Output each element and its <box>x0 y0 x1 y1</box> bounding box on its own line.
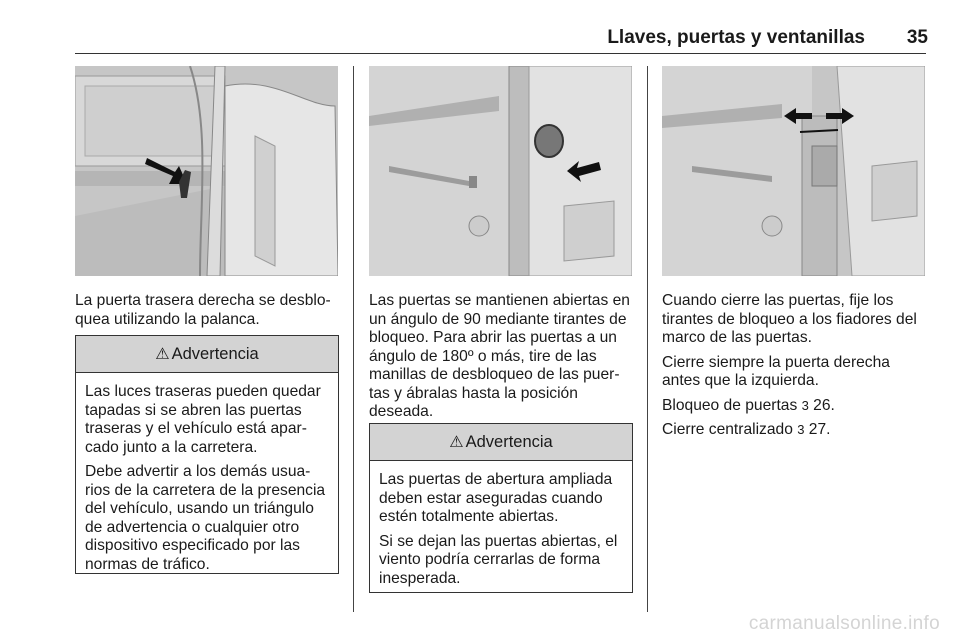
column-1-text <box>75 292 341 335</box>
column-3-paragraph-1: Cuando cierre las puertas, fije los tirantes de bloqueo a los fiadores del marco de las puertas. <box>662 292 917 346</box>
reference-arrow-icon: 3 <box>797 422 805 437</box>
warning-1-paragraph-2: Debe advertir a los demás usua-rios de la carretera de la presencia del vehículo, usando un triángulo de advertencia o cualquier otro dispositivo especificado por las normas de tráfico. <box>85 463 326 573</box>
reference-central-locking-page[interactable]: 27. <box>808 421 831 438</box>
reference-central-locking-label: Cierre centralizado <box>662 421 793 438</box>
warning-body-2 <box>370 461 632 602</box>
figure-locking-strap <box>662 66 925 276</box>
reference-arrow-icon: 3 <box>801 397 809 413</box>
warning-box-2 <box>369 423 633 593</box>
warning-1-paragraph-1: Las luces traseras pueden quedar tapadas si se abren las puertas traseras y el vehículo está apar-cado junto a la carretera. <box>85 383 321 456</box>
column-3-paragraph-2: Cierre siempre la puerta derecha antes que la izquierda. <box>662 353 890 389</box>
warning-body-1 <box>76 373 338 588</box>
reference-door-locks-page[interactable]: 26. <box>813 396 835 414</box>
warning-header-2 <box>370 424 632 461</box>
column-2-text <box>369 292 635 428</box>
watermark: carmanualsonline.info <box>748 613 940 634</box>
figure-door-opening <box>369 66 632 276</box>
figure-rear-door-lever <box>75 66 338 276</box>
warning-header-1 <box>76 336 338 373</box>
column-divider-1 <box>353 66 354 612</box>
reference-door-locks[interactable] <box>662 397 930 416</box>
warning-2-paragraph-1: Las puertas de abertura ampliada deben estar aseguradas cuando estén totalmente abiertas. <box>379 471 613 525</box>
warning-title-2: Advertencia <box>465 433 553 451</box>
page-header-title: Llaves, puertas y ventanillas <box>607 27 865 48</box>
header-rule <box>75 53 926 54</box>
warning-2-paragraph-2: Si se dejan las puertas abiertas, el viento podría cerrarlas de forma inesperada. <box>379 532 618 587</box>
reference-central-locking[interactable] <box>662 421 930 440</box>
warning-icon: ⚠ <box>449 434 464 451</box>
warning-box-1 <box>75 335 339 574</box>
page-number: 35 <box>906 27 928 48</box>
column-3-text <box>662 292 930 446</box>
warning-title-1: Advertencia <box>171 345 259 363</box>
warning-icon: ⚠ <box>155 346 170 363</box>
reference-door-locks-label: Bloqueo de puertas <box>662 396 798 414</box>
column-2-paragraph: Las puertas se mantienen abiertas en un ángulo de 90 mediante tirantes de bloqueo. Para abrir las puertas a un ángulo de 180º o más, tire de las manillas de desbloqueo de las puer-tas y ábralas hasta la posición deseada. <box>369 292 630 420</box>
column-1-paragraph: La puerta trasera derecha se desblo-quea utilizando la palanca. <box>75 292 331 328</box>
column-divider-2 <box>647 66 648 612</box>
